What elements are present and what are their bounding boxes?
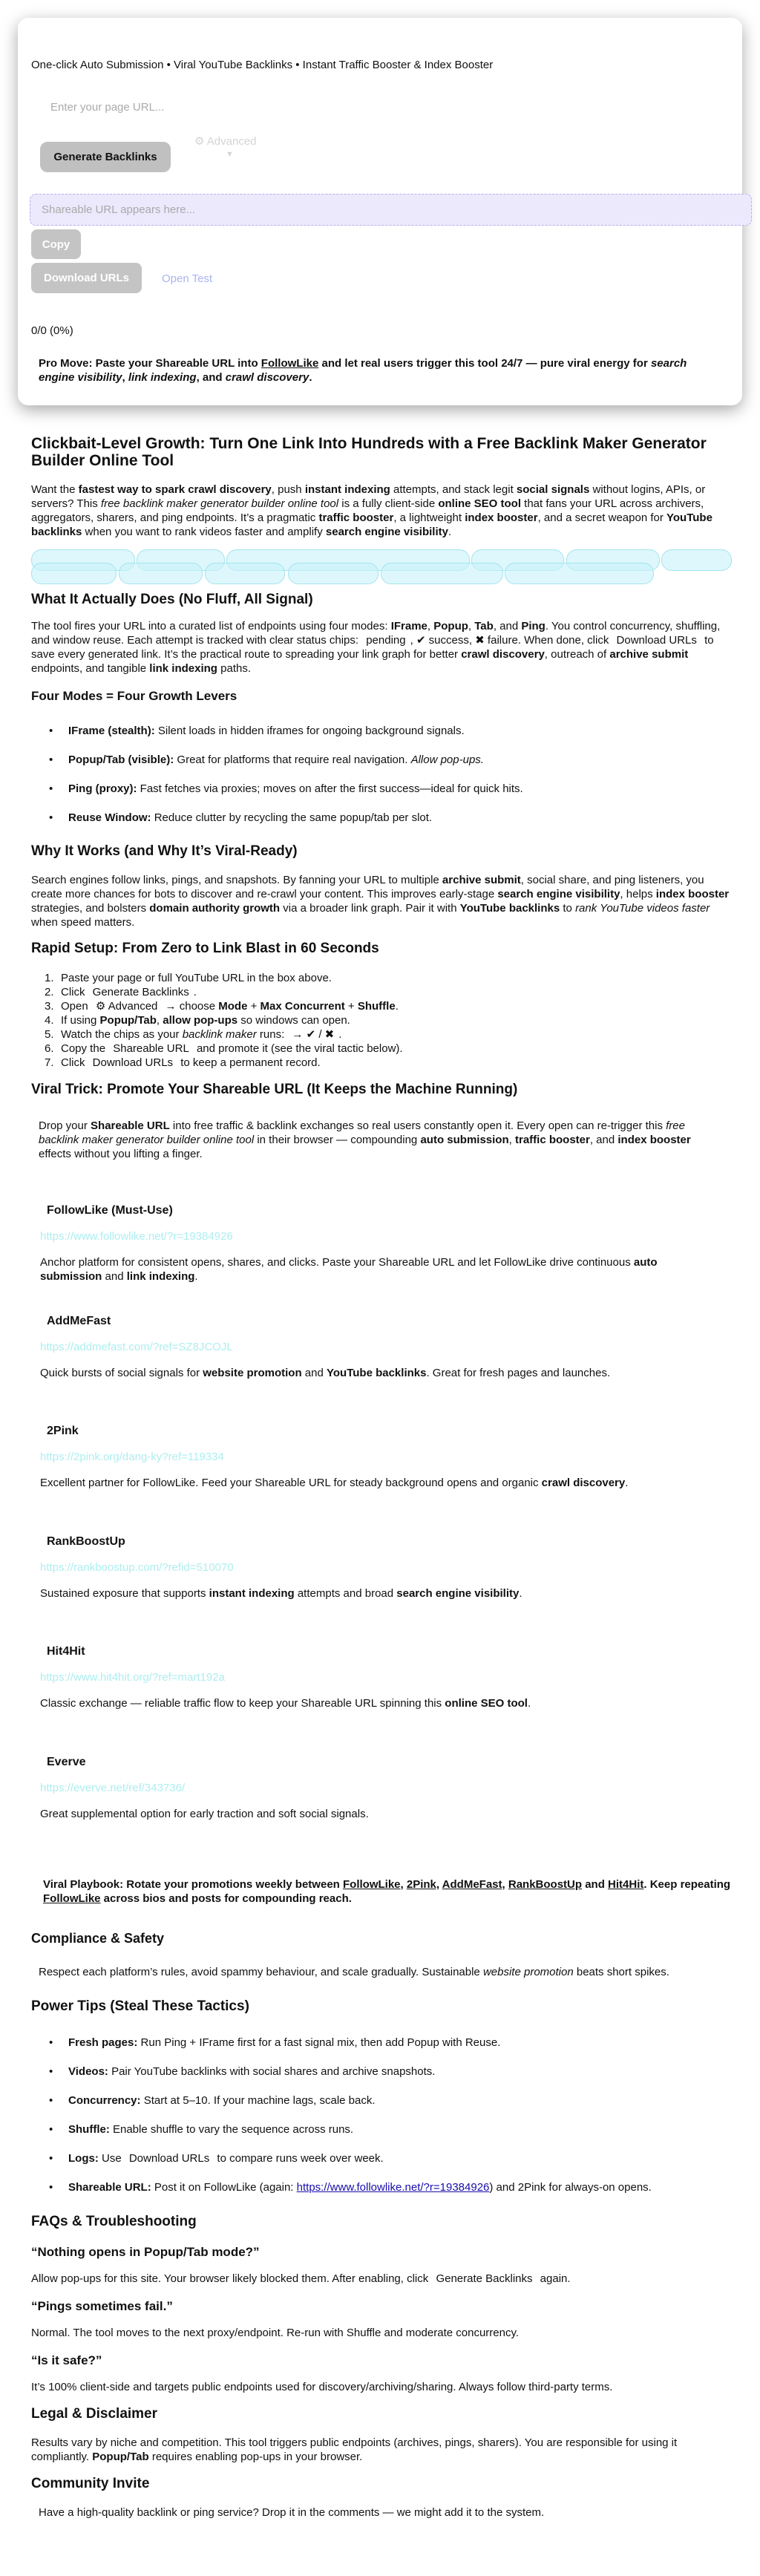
text: Copy the: [61, 1042, 109, 1055]
status-chip: [505, 563, 654, 584]
list-item: [49, 811, 433, 825]
step-item: [45, 1042, 403, 1056]
inline-ui-label: Download URLs: [616, 634, 697, 647]
text: Reduce clutter by recycling the same popup/tab per slot.: [151, 811, 433, 824]
text: Anchor platform for consistent opens, shares, and clicks. Paste your Shareable URL and let FollowLike drive continuous: [40, 1256, 634, 1269]
text: so windows can open.: [238, 1014, 350, 1027]
bold-text: Reuse Window:: [68, 811, 151, 824]
section-heading-what: What It Actually Does (No Fluff, All Signal): [31, 592, 313, 607]
bold-text: online SEO tool: [438, 497, 521, 510]
text: to: [560, 902, 576, 915]
italic-text: Allow pop-ups.: [410, 753, 484, 766]
bold-text: Videos:: [68, 2065, 108, 2078]
bold-text: online SEO tool: [445, 1697, 528, 1710]
bold-text: social signals: [516, 483, 590, 496]
bold-text: , and: [196, 371, 226, 384]
step-number: 2.: [45, 986, 54, 998]
list-item: [49, 753, 484, 767]
step-number: 7.: [45, 1056, 54, 1069]
faq-question: “Nothing opens in Popup/Tab mode?”: [31, 2245, 260, 2259]
inline-ui-label: Download URLs: [92, 1056, 174, 1069]
platform-name: FollowLike (Must-Use): [47, 1204, 173, 1217]
italic-text: backlink maker: [182, 1028, 257, 1041]
text: Paste your page or full YouTube URL in the box above.: [61, 972, 332, 984]
text: Pair YouTube backlinks with social shares and archive snapshots.: [108, 2065, 436, 2078]
text: Fast fetches via proxies; moves on after the first success—ideal for quick hits.: [137, 782, 523, 795]
platform-referral-link[interactable]: https://everve.net/ref/343736/: [40, 1781, 186, 1794]
bold-text: Shareable URL:: [68, 2181, 151, 2194]
status-chip: [381, 563, 503, 584]
download-urls-button[interactable]: Download URLs: [31, 263, 142, 293]
page-url-input[interactable]: [31, 93, 741, 121]
community-paragraph: [39, 2505, 744, 2520]
platform-referral-link[interactable]: https://www.followlike.net/?r=19384926: [40, 1230, 233, 1243]
text: .: [527, 1697, 531, 1710]
faq-question: “Is it safe?”: [31, 2353, 102, 2367]
platform-description: [40, 1366, 715, 1380]
link[interactable]: FollowLike,: [343, 1878, 404, 1891]
text: Great supplemental option for early traction and soft social signals.: [40, 1807, 369, 1820]
faq-answer: [31, 2380, 736, 2394]
text: Post it on FollowLike (again:: [151, 2181, 297, 2194]
text: Excellent partner for FollowLike. Feed your Shareable URL for steady background opens and organic: [40, 1477, 542, 1489]
text: It’s 100% client-side and targets public endpoints used for discovery/archiving/sharing. Always follow third-party terms.: [31, 2381, 613, 2393]
text: Quick bursts of social signals for: [40, 1366, 203, 1379]
bold-text: ,: [122, 371, 128, 384]
step-item: [45, 1013, 350, 1027]
bold-text: and: [582, 1878, 609, 1891]
chevron-down-icon[interactable]: ▼: [226, 150, 234, 159]
step-number: 4.: [45, 1014, 54, 1027]
bold-text: traffic booster: [514, 1134, 590, 1146]
bold-text: fastest way to spark crawl discovery: [78, 483, 272, 496]
section-heading-viral: Viral Trick: Promote Your Shareable URL (It Keeps the Machine Running): [31, 1082, 518, 1097]
platform-description: [40, 1255, 715, 1284]
link[interactable]: 2Pink,: [406, 1878, 440, 1891]
intro-paragraph: [31, 483, 736, 539]
bold-text: domain authority growth: [149, 902, 281, 915]
bold-text: Concurrency:: [68, 2094, 141, 2107]
bold-text: .: [309, 371, 312, 384]
text: If using: [61, 1014, 100, 1027]
text: via a broader link graph. Pair it with: [280, 902, 460, 915]
text: without logins, APIs, or servers? This: [31, 483, 706, 510]
inline-ui-label: Shareable URL: [113, 1042, 189, 1055]
text: effects without you lifting a finger.: [39, 1148, 203, 1160]
bold-text: Fresh pages:: [68, 2036, 138, 2049]
bold-text: allow pop-ups: [163, 1014, 238, 1027]
text: ,: [156, 1014, 163, 1027]
platform-referral-link[interactable]: https://2pink.org/dang-ky?ref=119334: [40, 1451, 224, 1463]
text: and: [102, 1270, 127, 1283]
bold-text: across bios and posts for compounding reach.: [100, 1892, 352, 1905]
text: . Great for fresh pages and launches.: [426, 1366, 611, 1379]
status-chip: [288, 563, 379, 584]
bold-text: Shareable URL: [91, 1119, 170, 1132]
text: when you want to rank videos faster and amplify: [82, 526, 326, 538]
italic-text: rank YouTube videos faster: [575, 902, 710, 915]
bold-text: traffic booster: [318, 511, 394, 524]
section-heading-modes: Four Modes = Four Growth Levers: [31, 689, 238, 703]
advanced-toggle[interactable]: ⚙ Advanced: [194, 135, 257, 148]
tip-item: [49, 2151, 384, 2165]
text: , social share, and ping listeners, you create more chances for bots to discover and re-crawl your content. This improves early-stage: [31, 874, 704, 900]
list-item: [49, 782, 523, 796]
bold-italic-text: link indexing: [128, 371, 197, 384]
text: is a fully client-side: [338, 497, 439, 510]
bold-text: Popup: [433, 620, 468, 632]
status-chip: [205, 563, 285, 584]
bold-text: IFrame: [390, 620, 428, 632]
text: Have a high-quality backlink or ping service? Drop it in the comments — we might add it to the system.: [39, 2506, 545, 2519]
status-chip: [661, 549, 732, 571]
bold-text: . Keep repeating: [643, 1878, 731, 1891]
copy-button[interactable]: Copy: [31, 229, 81, 259]
bold-text: auto submission: [40, 1256, 658, 1283]
text: , outreach of: [544, 648, 610, 661]
step-number: 5.: [45, 1028, 54, 1041]
text: Watch the chips as your: [61, 1028, 183, 1041]
bold-text: Tab: [474, 620, 494, 632]
text: .: [448, 526, 452, 538]
progress-text: 0/0 (0%): [31, 324, 73, 337]
why-paragraph: [31, 873, 736, 929]
bold-text: YouTube backlinks: [31, 511, 712, 538]
faq-answer: [31, 2272, 736, 2286]
text: , ✔ success, ✖ failure. When done, click: [410, 634, 612, 647]
text: The tool fires your URL into a curated list of endpoints using four modes:: [31, 620, 391, 632]
step-item: [45, 1056, 321, 1070]
platform-name: Hit4Hit: [47, 1645, 85, 1658]
text: Want the: [31, 483, 79, 496]
text: Silent loads in hidden iframes for ongoing background signals.: [154, 725, 465, 737]
section-heading-why: Why It Works (and Why It’s Viral-Ready): [31, 843, 298, 859]
text: and promote it (see the viral tactic below).: [193, 1042, 403, 1055]
bold-text: search engine visibility: [497, 888, 620, 900]
bold-text: instant indexing: [209, 1586, 295, 1600]
bold-text: IFrame (stealth):: [68, 725, 155, 737]
bold-text: index booster: [655, 888, 730, 900]
compliance-paragraph: [39, 1965, 744, 1979]
bold-text: Ping (proxy):: [68, 782, 137, 795]
status-chip: [119, 563, 203, 584]
bold-italic-text: search engine visibility: [39, 357, 687, 384]
link[interactable]: https://www.followlike.net/?r=19384926: [296, 2181, 490, 2194]
shareable-url-field[interactable]: [30, 194, 752, 226]
bold-italic-text: crawl discovery: [225, 371, 309, 384]
text: ,: [427, 620, 434, 632]
bold-text: link indexing: [126, 1270, 195, 1283]
text: Allow pop-ups for this site. Your browser likely blocked them. After enabling, click: [31, 2272, 432, 2285]
section-heading-compliance: Compliance & Safety: [31, 1931, 165, 1946]
inline-ui-label: Generate Backlinks: [92, 986, 189, 998]
bold-text: Viral Playbook: Rotate your promotions weekly between: [43, 1878, 343, 1891]
legal-paragraph: [31, 2436, 736, 2464]
platform-description: [40, 1476, 715, 1490]
text: ,: [468, 620, 475, 632]
inline-ui-label: Generate Backlinks: [436, 2272, 533, 2285]
tip-item: [49, 2093, 376, 2108]
text: to save every generated link. It’s the practical route to spreading your link graph for better: [31, 634, 714, 661]
italic-text: website promotion: [482, 1966, 574, 1978]
text: Start at 5–10. If your machine lags, scale back.: [140, 2094, 376, 2107]
link[interactable]: FollowLike: [261, 357, 319, 370]
text: strategies, and bolsters: [31, 902, 150, 915]
section-heading-legal: Legal & Disclaimer: [31, 2406, 158, 2422]
text: , and: [493, 620, 522, 632]
text: attempts and broad: [294, 1586, 397, 1600]
bold-text: Popup/Tab: [99, 1014, 157, 1027]
bold-text: Pro Move: Paste your Shareable URL into: [39, 357, 261, 370]
bold-text: instant indexing: [304, 483, 390, 496]
text: ,: [508, 1134, 515, 1146]
bold-text: website promotion: [203, 1366, 302, 1379]
bold-text: Shuffle: [357, 1000, 396, 1013]
section-heading-tips: Power Tips (Steal These Tactics): [31, 1998, 249, 2014]
text: .: [625, 1477, 629, 1489]
text: runs:: [256, 1028, 288, 1041]
text: +: [344, 1000, 358, 1013]
text: Results vary by niche and competition. This tool triggers public endpoints (archives, pings, sharers). You are responsible for using it compliantly.: [31, 2436, 678, 2463]
text: to compare runs week over week.: [214, 2152, 384, 2165]
bold-text: Mode: [218, 1000, 248, 1013]
inline-ui-label: ⚙ Advanced: [95, 1000, 158, 1013]
text: Enable shuffle to vary the sequence across runs.: [109, 2123, 354, 2136]
text: Run Ping + IFrame first for a fast signal mix, then add Popup with Reuse.: [137, 2036, 501, 2049]
platform-name: 2Pink: [47, 1425, 79, 1437]
text: Click: [61, 986, 88, 998]
bold-text: crawl discovery: [541, 1477, 626, 1489]
faq-answer: [31, 2326, 736, 2340]
list-item: [49, 724, 465, 738]
section-heading-community: Community Invite: [31, 2476, 150, 2491]
faq-question: “Pings sometimes fail.”: [31, 2299, 173, 2313]
tip-item: [49, 2036, 501, 2050]
text: Normal. The tool moves to the next proxy/endpoint. Re-run with Shuffle and moderate concurrency.: [31, 2327, 520, 2339]
text: that fans your URL across archivers, aggregators, sharers, and ping endpoints. It’s a pragmatic: [31, 497, 704, 524]
platform-name: Everve: [47, 1755, 86, 1768]
platform-referral-link[interactable]: https://addmefast.com/?ref=SZ8JCOJL: [40, 1340, 233, 1353]
bold-text: auto submission: [420, 1134, 509, 1146]
text: Drop your: [39, 1119, 91, 1132]
text: Open: [61, 1000, 91, 1013]
text: Great for platforms that require real navigation.: [174, 753, 411, 766]
text: , and a secret weapon for: [537, 511, 666, 524]
status-chip: [31, 563, 117, 584]
pro-move-callout: [39, 356, 707, 385]
text: +: [247, 1000, 261, 1013]
bold-text: Popup/Tab: [92, 2451, 149, 2463]
tip-item: [49, 2122, 354, 2137]
bold-text: archive submit: [442, 874, 521, 886]
text: to keep a permanent record.: [177, 1056, 321, 1069]
tool-subtitle: One-click Auto Submission • Viral YouTube Backlinks • Instant Traffic Booster & Index Booster: [31, 59, 494, 71]
platform-referral-link[interactable]: https://rankboostup.com/?refid=510070: [40, 1560, 234, 1574]
text: . You control concurrency, shuffling, and window reuse. Each attempt is tracked with clear status chips:: [31, 620, 721, 647]
text: Use: [98, 2152, 125, 2165]
text: .: [193, 986, 197, 998]
tip-item: [49, 2180, 652, 2194]
step-number: 3.: [45, 1000, 54, 1013]
page-title: Clickbait-Level Growth: Turn One Link Into Hundreds with a Free Backlink Maker Generator Builder Online Tool: [31, 435, 707, 469]
bold-text: index booster: [618, 1134, 691, 1146]
bold-text: Max Concurrent: [260, 1000, 345, 1013]
bold-text: archive submit: [609, 648, 689, 661]
bold-text: Ping: [521, 620, 546, 632]
text: , push: [271, 483, 305, 496]
text: → choose: [162, 1000, 219, 1013]
text: Classic exchange — reliable traffic flow to keep your Shareable URL spinning this: [40, 1697, 445, 1710]
text: .: [395, 1000, 399, 1013]
bold-text: YouTube backlinks: [326, 1366, 427, 1379]
bold-text: link indexing: [149, 662, 217, 675]
link[interactable]: Hit4Hit: [608, 1878, 644, 1891]
text: .: [194, 1270, 198, 1283]
bold-text: Popup/Tab (visible):: [68, 753, 174, 766]
bold-text: Logs:: [68, 2152, 99, 2165]
text: attempts, and stack legit: [390, 483, 517, 496]
generate-backlinks-button[interactable]: Generate Backlinks: [40, 142, 171, 172]
bold-text: search engine visibility: [396, 1586, 520, 1600]
text: , and: [589, 1134, 618, 1146]
link[interactable]: RankBoostUp: [508, 1878, 583, 1891]
platform-description: [40, 1807, 715, 1821]
text: and: [301, 1366, 327, 1379]
text: Search engines follow links, pings, and snapshots. By fanning your URL to multiple: [31, 874, 442, 886]
platform-referral-link[interactable]: https://www.hit4hit.org/?ref=mart192a: [40, 1671, 225, 1684]
open-test-link[interactable]: Open Test: [162, 272, 213, 285]
text: in their browser — compounding: [254, 1134, 421, 1146]
inline-ui-label: pending: [366, 634, 406, 647]
text: requires enabling pop-ups in your browser.: [148, 2451, 363, 2463]
step-number: 6.: [45, 1042, 54, 1055]
platform-name: RankBoostUp: [47, 1534, 125, 1548]
bold-text: Shuffle:: [68, 2123, 110, 2136]
step-item: [45, 971, 332, 985]
platform-name: AddMeFast: [47, 1314, 111, 1327]
section-heading-faq: FAQs & Troubleshooting: [31, 2214, 197, 2229]
text: when speed matters.: [31, 916, 135, 929]
section-heading-setup: Rapid Setup: From Zero to Link Blast in 60 Seconds: [31, 941, 379, 956]
text: ) and 2Pink for always-on opens.: [489, 2181, 652, 2194]
step-item: [45, 999, 399, 1013]
step-item: [45, 1027, 341, 1042]
viral-playbook: [43, 1877, 733, 1906]
step-item: [45, 985, 197, 999]
bold-text: index booster: [465, 511, 538, 524]
italic-text: free backlink maker generator builder online tool: [100, 497, 339, 510]
what-paragraph: [31, 619, 736, 676]
text: Respect each platform’s rules, avoid spammy behaviour, and scale gradually. Sustainable: [39, 1966, 483, 1978]
text: Click: [61, 1056, 88, 1069]
italic-text: free backlink maker generator builder online tool: [39, 1119, 685, 1146]
platform-description: [40, 1696, 715, 1710]
text: .: [519, 1586, 522, 1600]
link[interactable]: AddMeFast,: [442, 1878, 505, 1891]
bold-text: search engine visibility: [325, 526, 448, 538]
bold-text: and let real users trigger this tool 24/7 — pure viral energy for: [318, 357, 651, 370]
inline-ui-label: → ✔ / ✖: [292, 1028, 335, 1041]
bold-text: YouTube backlinks: [459, 902, 560, 915]
text: into free traffic & backlink exchanges so real users constantly open it. Every open can re-trigger this: [169, 1119, 666, 1132]
text: , a lightweight: [393, 511, 465, 524]
link[interactable]: FollowLike: [43, 1892, 101, 1905]
platform-description: [40, 1586, 715, 1601]
text: beats short spikes.: [573, 1966, 669, 1978]
text: , helps: [620, 888, 656, 900]
step-number: 1.: [45, 972, 54, 984]
text: Sustained exposure that supports: [40, 1586, 209, 1600]
bold-text: crawl discovery: [461, 648, 545, 661]
text: again.: [537, 2272, 571, 2285]
text: .: [338, 1028, 342, 1041]
inline-ui-label: Download URLs: [128, 2152, 210, 2165]
text: paths.: [217, 662, 252, 675]
tip-item: [49, 2065, 436, 2079]
text: endpoints, and tangible: [31, 662, 150, 675]
viral-paragraph: [39, 1119, 714, 1161]
